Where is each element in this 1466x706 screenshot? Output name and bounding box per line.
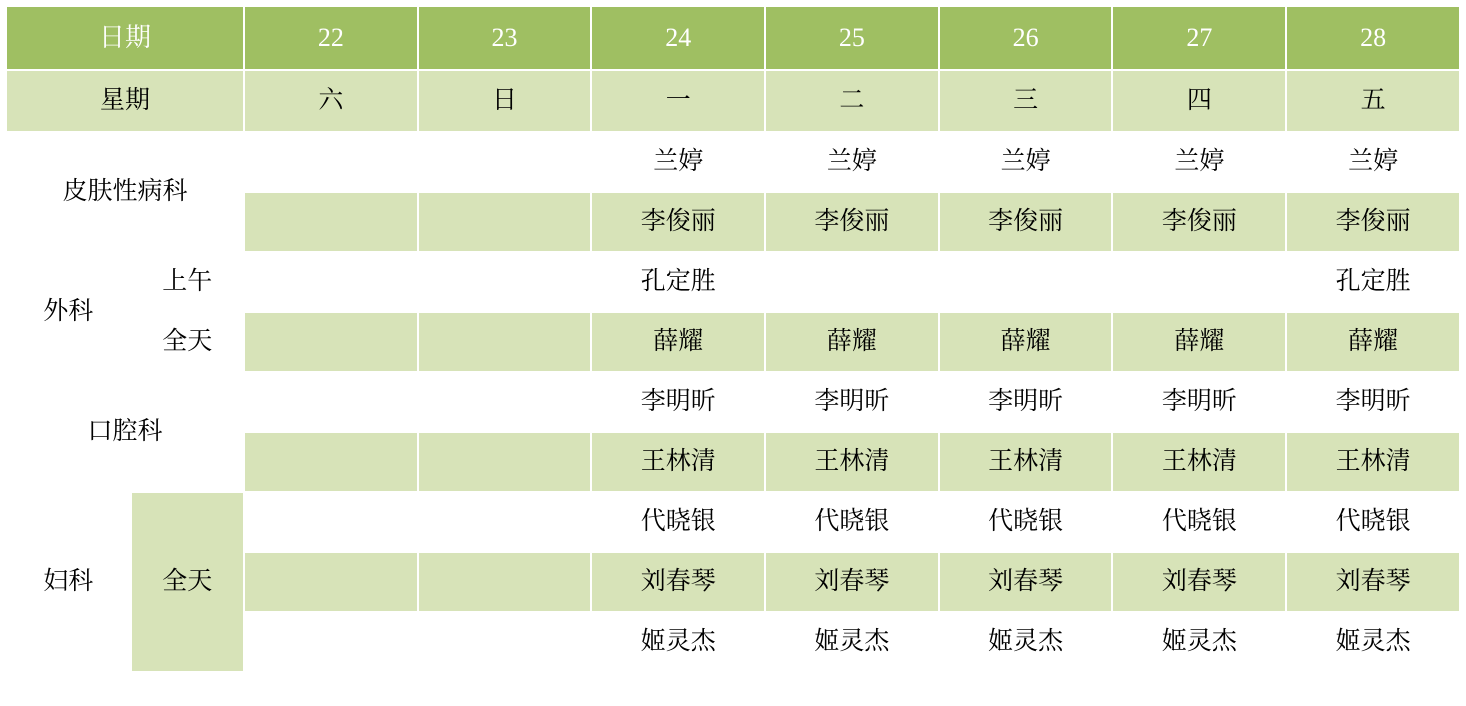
- header-weekday-0: 六: [244, 70, 418, 132]
- empty-cell: [244, 612, 418, 672]
- header-date-22: 22: [244, 6, 418, 70]
- header-weekday-5: 四: [1112, 70, 1286, 132]
- doctor-name-cell: 刘春琴: [765, 552, 939, 612]
- header-date-24: 24: [591, 6, 765, 70]
- doctor-name-cell: 代晓银: [765, 492, 939, 552]
- date-label: 日期: [6, 6, 244, 70]
- doctor-name-cell: 王林清: [591, 432, 765, 492]
- header-weekday-4: 三: [939, 70, 1113, 132]
- doctor-name-cell: 代晓银: [939, 492, 1113, 552]
- empty-cell: [765, 252, 939, 312]
- header-weekday-2: 一: [591, 70, 765, 132]
- doctor-name-cell: 孔定胜: [591, 252, 765, 312]
- doctor-name-cell: 李明昕: [765, 372, 939, 432]
- doctor-name-cell: 李俊丽: [765, 192, 939, 252]
- doctor-name-cell: 刘春琴: [591, 552, 765, 612]
- empty-cell: [244, 372, 418, 432]
- doctor-name-cell: 兰婷: [1112, 132, 1286, 192]
- doctor-name-cell: 李明昕: [1112, 372, 1286, 432]
- doctor-name-cell: 王林清: [765, 432, 939, 492]
- doctor-name-cell: 代晓银: [1112, 492, 1286, 552]
- table-row: [6, 312, 1460, 372]
- header-weekday-row: [6, 70, 1460, 132]
- doctor-name-cell: 李俊丽: [1112, 192, 1286, 252]
- header-weekday-6: 五: [1286, 70, 1460, 132]
- doctor-name-cell: 兰婷: [765, 132, 939, 192]
- duty-schedule-table: [5, 5, 1461, 673]
- empty-cell: [244, 252, 418, 312]
- empty-cell: [418, 132, 592, 192]
- doctor-name-cell: 薛耀: [591, 312, 765, 372]
- department-name: 皮肤性病科: [6, 132, 244, 252]
- doctor-name-cell: 姬灵杰: [1112, 612, 1286, 672]
- table-row: [6, 252, 1460, 312]
- doctor-name-cell: 孔定胜: [1286, 252, 1460, 312]
- doctor-name-cell: 李明昕: [591, 372, 765, 432]
- doctor-name-cell: 兰婷: [939, 132, 1113, 192]
- empty-cell: [418, 252, 592, 312]
- doctor-name-cell: 薛耀: [765, 312, 939, 372]
- empty-cell: [244, 432, 418, 492]
- doctor-name-cell: 姬灵杰: [1286, 612, 1460, 672]
- table-row: [6, 372, 1460, 432]
- header-weekday-3: 二: [765, 70, 939, 132]
- empty-cell: [244, 492, 418, 552]
- empty-cell: [244, 552, 418, 612]
- header-date-row: [6, 6, 1460, 70]
- doctor-name-cell: 姬灵杰: [765, 612, 939, 672]
- table-row: [6, 132, 1460, 192]
- doctor-name-cell: 李俊丽: [939, 192, 1113, 252]
- doctor-name-cell: 刘春琴: [1286, 552, 1460, 612]
- department-name: 口腔科: [6, 372, 244, 492]
- doctor-name-cell: 薛耀: [1286, 312, 1460, 372]
- empty-cell: [244, 312, 418, 372]
- empty-cell: [418, 612, 592, 672]
- department-name: 妇科: [6, 492, 131, 672]
- header-date-25: 25: [765, 6, 939, 70]
- empty-cell: [418, 192, 592, 252]
- empty-cell: [244, 132, 418, 192]
- empty-cell: [244, 192, 418, 252]
- empty-cell: [418, 432, 592, 492]
- table-row: [6, 492, 1460, 552]
- doctor-name-cell: 刘春琴: [1112, 552, 1286, 612]
- empty-cell: [418, 552, 592, 612]
- doctor-name-cell: 王林清: [1112, 432, 1286, 492]
- doctor-name-cell: 李明昕: [939, 372, 1113, 432]
- weekday-label: 星期: [6, 70, 244, 132]
- doctor-name-cell: 李明昕: [1286, 372, 1460, 432]
- empty-cell: [939, 252, 1113, 312]
- doctor-name-cell: 王林清: [1286, 432, 1460, 492]
- session-label: 上午: [131, 252, 244, 312]
- empty-cell: [418, 492, 592, 552]
- schedule-container: [0, 5, 1466, 706]
- doctor-name-cell: 代晓银: [1286, 492, 1460, 552]
- department-name: 外科: [6, 252, 131, 372]
- empty-cell: [418, 312, 592, 372]
- doctor-name-cell: 王林清: [939, 432, 1113, 492]
- doctor-name-cell: 兰婷: [591, 132, 765, 192]
- department-session: 全天: [131, 492, 244, 672]
- session-label: 全天: [131, 312, 244, 372]
- doctor-name-cell: 姬灵杰: [939, 612, 1113, 672]
- doctor-name-cell: 兰婷: [1286, 132, 1460, 192]
- doctor-name-cell: 代晓银: [591, 492, 765, 552]
- doctor-name-cell: 姬灵杰: [591, 612, 765, 672]
- doctor-name-cell: 李俊丽: [1286, 192, 1460, 252]
- doctor-name-cell: 薛耀: [939, 312, 1113, 372]
- header-weekday-1: 日: [418, 70, 592, 132]
- header-date-23: 23: [418, 6, 592, 70]
- doctor-name-cell: 薛耀: [1112, 312, 1286, 372]
- doctor-name-cell: 刘春琴: [939, 552, 1113, 612]
- header-date-27: 27: [1112, 6, 1286, 70]
- empty-cell: [1112, 252, 1286, 312]
- doctor-name-cell: 李俊丽: [591, 192, 765, 252]
- header-date-26: 26: [939, 6, 1113, 70]
- empty-cell: [418, 372, 592, 432]
- header-date-28: 28: [1286, 6, 1460, 70]
